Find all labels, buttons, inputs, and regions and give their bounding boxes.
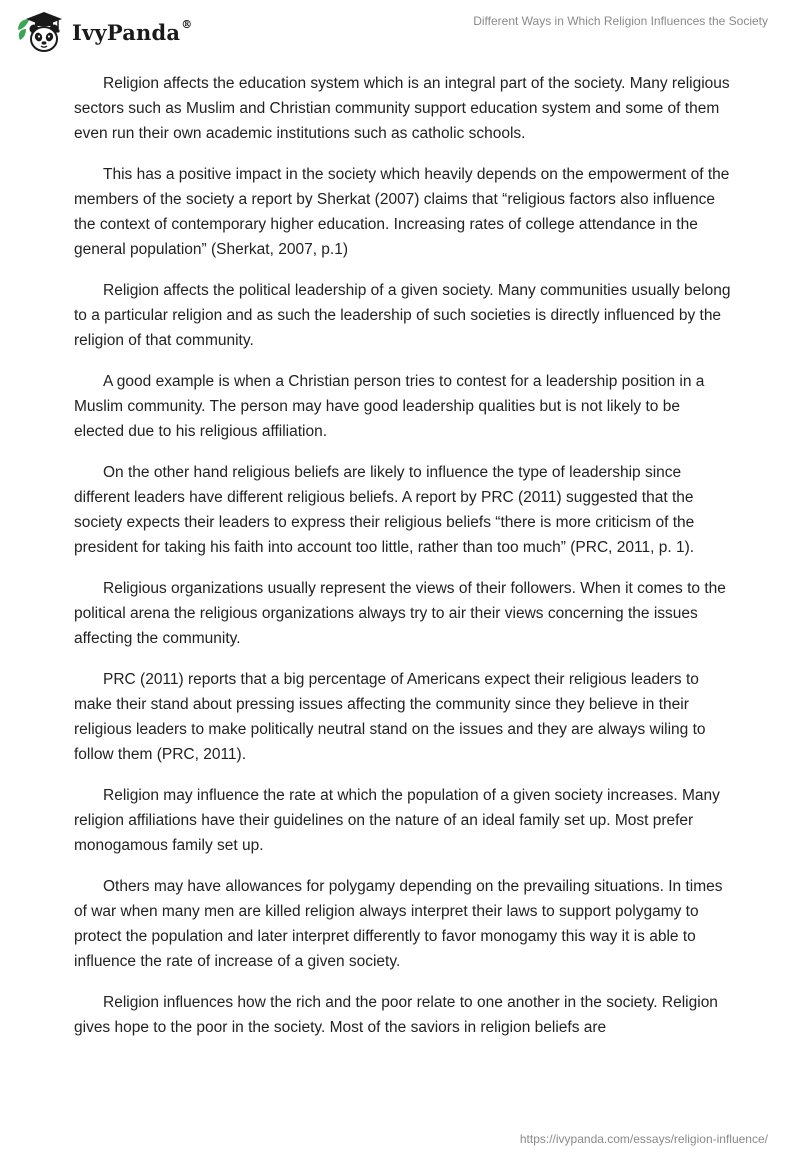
panda-graduate-icon (14, 10, 64, 54)
logo-registered-mark: ® (181, 17, 193, 31)
essay-body (74, 71, 734, 1056)
paragraph: Religion affects the political leadership of a given society. Many communities usually belong to a particular religion and as such the leadership of such societies is directly influenced by the religion of that community. (74, 282, 731, 349)
logo-wordmark (72, 17, 193, 45)
source-url[interactable]: https://ivypanda.com/essays/religion-influence/ (519, 1132, 768, 1146)
paragraph: Religious organizations usually represent the views of their followers. When it comes to the political arena the religious organizations always try to air their views concerning the issues affecting the community. (74, 580, 726, 647)
page-header (0, 0, 800, 60)
paragraph: Religion affects the education system which is an integral part of the society. Many religious sectors such as Muslim and Christian community support education system and some of them even run their own academic institutions such as catholic schools. (74, 75, 730, 142)
paragraph: A good example is when a Christian person tries to contest for a leadership position in a Muslim community. The person may have good leadership qualities but is not likely to be elected due to his religious affiliation. (74, 373, 705, 440)
document-title: Different Ways in Which Religion Influences the Society (473, 14, 768, 28)
paragraph: This has a positive impact in the society which heavily depends on the empowerment of the members of the society a report by Sherkat (2007) claims that “religious factors also influence the context of contemporary higher education. Increasing rates of college attendance in the general population” (Sherkat, 2007, p.1) (74, 166, 730, 258)
paragraph: Religion influences how the rich and the poor relate to one another in the society. Religion gives hope to the poor in the society. Most of the saviors in religion beliefs are (74, 994, 718, 1036)
logo-name: IvyPanda (72, 19, 181, 45)
ivypanda-logo[interactable] (14, 10, 192, 54)
paragraph: On the other hand religious beliefs are likely to influence the type of leadership since different leaders have different religious beliefs. A report by PRC (2011) suggested that the society expects their leaders to express their religious beliefs “there is more criticism of the president for taking his faith into account too little, rather than too much” (PRC, 2011, p. 1). (74, 464, 695, 556)
paragraph: Others may have allowances for polygamy depending on the prevailing situations. In times of war when many men are killed religion always interpret their laws to support polygamy to protect the population and later interpret differently to favor monogamy this way it is able to influence the rate of increase of a given society. (74, 878, 723, 970)
paragraph: PRC (2011) reports that a big percentage of Americans expect their religious leaders to make their stand about pressing issues affecting the community since they believe in their religious leaders to make politically neutral stand on the issues and they are always wiling to follow them (PRC, 2011). (74, 671, 706, 763)
paragraph: Religion may influence the rate at which the population of a given society increases. Many religion affiliations have their guidelines on the nature of an ideal family set up. Most prefer monogamous family set up. (74, 787, 720, 854)
